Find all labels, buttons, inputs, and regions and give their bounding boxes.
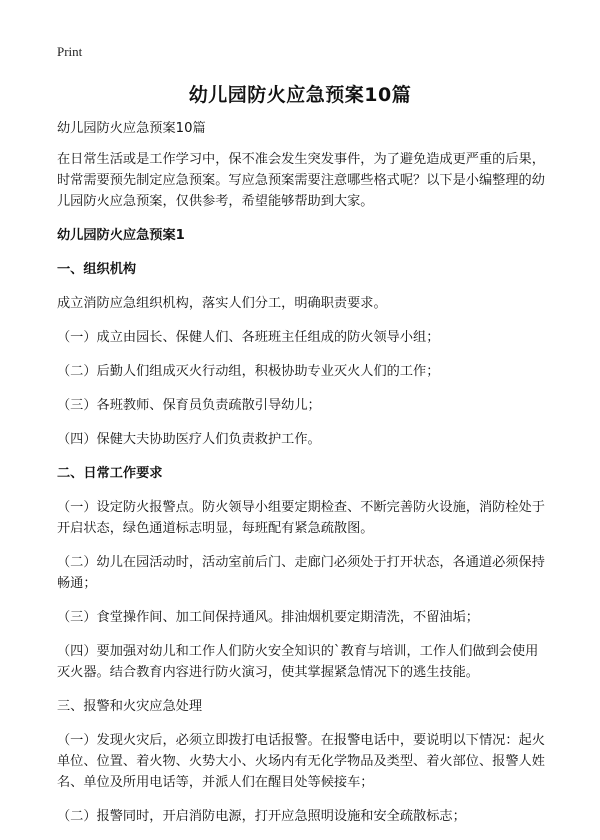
part2-item: （一）设定防火报警点。防火领导小组要定期检查、不断完善防火设施，消防栓处于开启状态，绿色通道标志明显，每班配有紧急疏散图。 xyxy=(57,500,545,536)
section-title: 幼儿园防火应急预案1 xyxy=(57,228,185,243)
part2-item: （二）幼儿在园活动时，活动室前后门、走廊门必须处于打开状态，各通道必须保持畅通； xyxy=(57,555,545,591)
document-subtitle: 幼儿园防火应急预案10篇 xyxy=(57,121,206,136)
document-title: 幼儿园防火应急预案10篇 xyxy=(188,84,412,106)
part1-lead: 成立消防应急组织机构，落实人们分工，明确职责要求。 xyxy=(57,296,387,311)
part3-item: （二）报警同时，开启消防电源，打开应急照明设施和安全疏散标志； xyxy=(57,809,466,824)
intro-paragraph: 在日常生活或是工作学习中，保不准会发生突发事件，为了避免造成更严重的后果，时常需要预先制定应急预案。写应急预案需要注意哪些格式呢？以下是小编整理的幼儿园防火应急预案，仅供参考，希望能够帮助到大家。 xyxy=(57,152,545,209)
part1-item: （三）各班教师、保育员负责疏散引导幼儿； xyxy=(57,398,321,413)
document-body xyxy=(57,118,546,840)
part1-item: （四）保健大夫协助医疗人们负责救护工作。 xyxy=(57,432,321,447)
part1-item: （二）后勤人们组成灭火行动组，积极协助专业灭火人们的工作； xyxy=(57,364,440,379)
part2-heading: 二、日常工作要求 xyxy=(57,466,163,481)
part1-heading: 一、组织机构 xyxy=(57,262,137,277)
part1-item: （一）成立由园长、保健人们、各班班主任组成的防火领导小组； xyxy=(57,330,440,345)
print-label: Print xyxy=(57,44,83,59)
part3-item: （一）发现火灾后，必须立即拨打电话报警。在报警电话中，要说明以下情况：起火单位、位置、着火物、火势大小、火场内有无化学物品及类型、着火部位、报警人姓名、单位及所用电话等，并派人们在醒目处等候接车； xyxy=(57,733,545,790)
part3-heading: 三、报警和火灾应急处理 xyxy=(57,699,203,714)
part2-item: （四）要加强对幼儿和工作人们防火安全知识的`教育与培训，工作人们做到会使用灭火器。结合教育内容进行防火演习，使其掌握紧急情况下的逃生技能。 xyxy=(57,644,539,680)
part2-item: （三）食堂操作间、加工间保持通风。排油烟机要定期清洗，不留油垢； xyxy=(57,610,479,625)
